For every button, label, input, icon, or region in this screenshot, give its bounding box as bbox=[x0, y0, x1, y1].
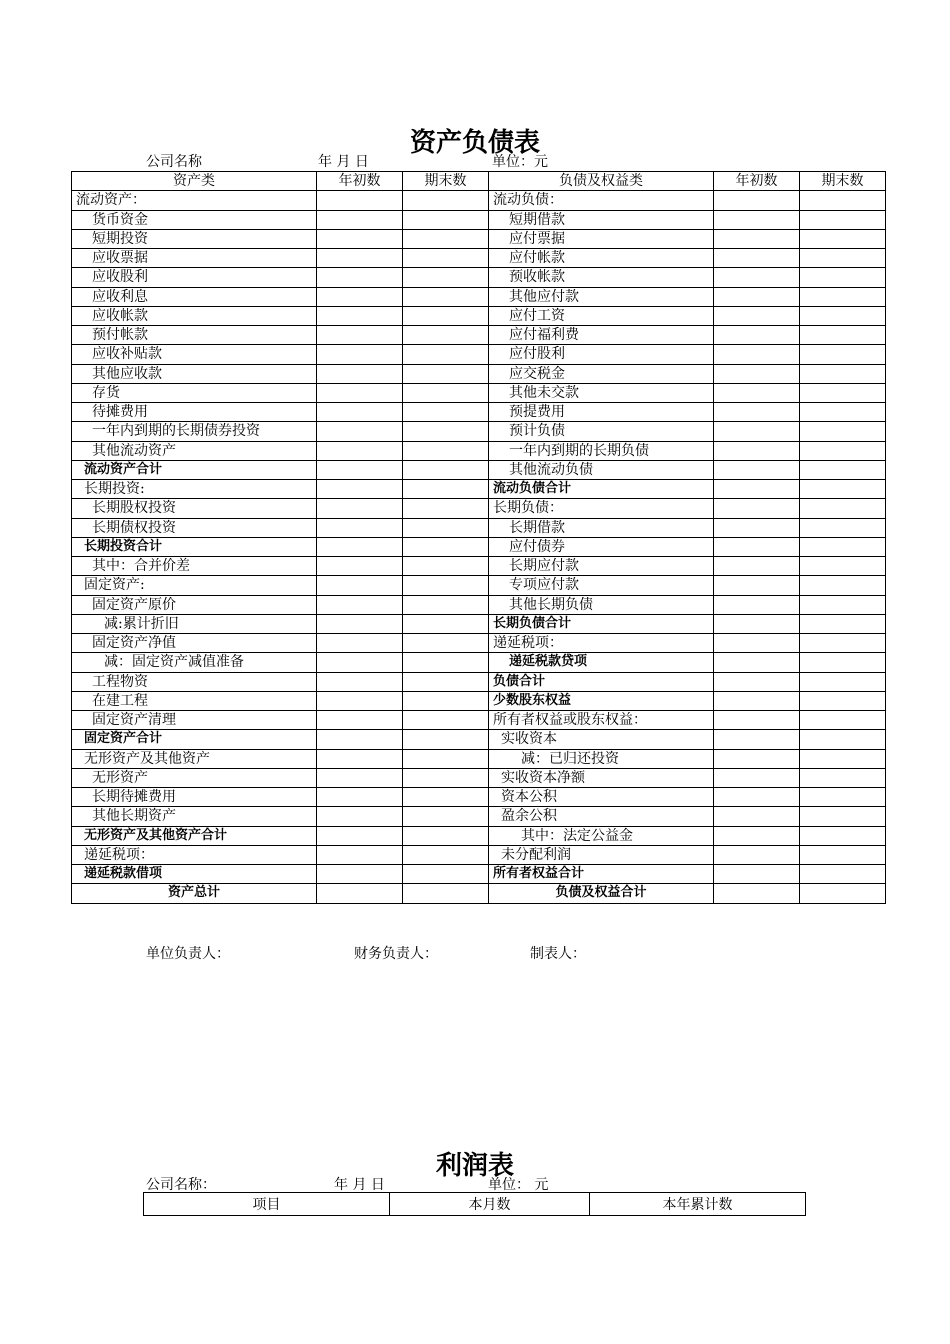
asset-end-cell[interactable] bbox=[403, 653, 489, 672]
liability-begin-cell[interactable] bbox=[714, 326, 800, 345]
asset-item-label: 其他流动资产 bbox=[72, 441, 317, 460]
asset-begin-cell[interactable] bbox=[317, 672, 403, 691]
asset-begin-cell[interactable] bbox=[317, 210, 403, 229]
income-statement-table bbox=[143, 1192, 806, 1216]
asset-item-label: 递延税款借项 bbox=[72, 865, 317, 884]
liability-item-label: 应付福利费 bbox=[489, 326, 714, 345]
asset-item-label: 工程物资 bbox=[72, 672, 317, 691]
liability-begin-cell[interactable] bbox=[714, 576, 800, 595]
asset-end-cell[interactable] bbox=[403, 403, 489, 422]
liability-begin-cell[interactable] bbox=[714, 826, 800, 845]
liability-end-cell[interactable] bbox=[800, 480, 886, 499]
liability-begin-cell[interactable] bbox=[714, 634, 800, 653]
table-row bbox=[72, 345, 886, 364]
liability-item-label: 其他长期负债 bbox=[489, 595, 714, 614]
liability-begin-cell[interactable] bbox=[714, 268, 800, 287]
liability-end-cell[interactable] bbox=[800, 364, 886, 383]
asset-end-cell[interactable] bbox=[403, 229, 489, 248]
liability-begin-cell[interactable] bbox=[714, 711, 800, 730]
liability-end-cell[interactable] bbox=[800, 287, 886, 306]
liability-item-label: 实收资本 bbox=[489, 730, 714, 749]
asset-item-label: 应收股利 bbox=[72, 268, 317, 287]
liability-begin-cell[interactable] bbox=[714, 422, 800, 441]
asset-end-cell[interactable] bbox=[403, 460, 489, 479]
liability-end-cell[interactable] bbox=[800, 691, 886, 710]
liability-item-label: 减：已归还投资 bbox=[489, 749, 714, 768]
header-begin-2: 年初数 bbox=[714, 172, 800, 191]
asset-end-cell[interactable] bbox=[403, 480, 489, 499]
asset-end-cell[interactable] bbox=[403, 576, 489, 595]
asset-end-cell[interactable] bbox=[403, 730, 489, 749]
liability-end-cell[interactable] bbox=[800, 306, 886, 325]
liability-begin-cell[interactable] bbox=[714, 768, 800, 787]
asset-begin-cell[interactable] bbox=[317, 845, 403, 864]
asset-item-label: 应收帐款 bbox=[72, 306, 317, 325]
liability-end-cell[interactable] bbox=[800, 595, 886, 614]
asset-item-label: 货币资金 bbox=[72, 210, 317, 229]
liability-begin-cell[interactable] bbox=[714, 537, 800, 556]
table-row bbox=[72, 422, 886, 441]
asset-end-cell[interactable] bbox=[403, 210, 489, 229]
table-row bbox=[72, 884, 886, 903]
asset-begin-cell[interactable] bbox=[317, 460, 403, 479]
asset-item-label: 长期待摊费用 bbox=[72, 788, 317, 807]
liability-begin-cell[interactable] bbox=[714, 364, 800, 383]
liability-begin-cell[interactable] bbox=[714, 672, 800, 691]
header-item: 项目 bbox=[144, 1193, 390, 1216]
liability-begin-cell[interactable] bbox=[714, 191, 800, 210]
asset-item-label: 固定资产净值 bbox=[72, 634, 317, 653]
liability-end-cell[interactable] bbox=[800, 383, 886, 402]
asset-begin-cell[interactable] bbox=[317, 403, 403, 422]
table-row bbox=[72, 499, 886, 518]
liability-begin-cell[interactable] bbox=[714, 557, 800, 576]
income-company-label: 公司名称： bbox=[146, 1177, 216, 1193]
asset-begin-cell[interactable] bbox=[317, 884, 403, 903]
liability-end-cell[interactable] bbox=[800, 210, 886, 229]
header-begin: 年初数 bbox=[317, 172, 403, 191]
liability-begin-cell[interactable] bbox=[714, 345, 800, 364]
liability-item-label: 应交税金 bbox=[489, 364, 714, 383]
asset-end-cell[interactable] bbox=[403, 191, 489, 210]
asset-begin-cell[interactable] bbox=[317, 306, 403, 325]
asset-end-cell[interactable] bbox=[403, 807, 489, 826]
balance-sheet-title: 资产负债表 bbox=[409, 128, 540, 158]
liability-begin-cell[interactable] bbox=[714, 653, 800, 672]
asset-item-label: 应收票据 bbox=[72, 249, 317, 268]
asset-begin-cell[interactable] bbox=[317, 518, 403, 537]
finance-head-label: 财务负责人： bbox=[354, 946, 438, 962]
asset-begin-cell[interactable] bbox=[317, 364, 403, 383]
liability-begin-cell[interactable] bbox=[714, 730, 800, 749]
liability-item-label: 递延税项： bbox=[489, 634, 714, 653]
asset-end-cell[interactable] bbox=[403, 518, 489, 537]
asset-end-cell[interactable] bbox=[403, 499, 489, 518]
liability-item-label: 少数股东权益 bbox=[489, 691, 714, 710]
asset-item-label: 无形资产 bbox=[72, 768, 317, 787]
asset-item-label: 长期投资合计 bbox=[72, 537, 317, 556]
liability-begin-cell[interactable] bbox=[714, 807, 800, 826]
asset-end-cell[interactable] bbox=[403, 383, 489, 402]
liability-item-label: 专项应付款 bbox=[489, 576, 714, 595]
liability-end-cell[interactable] bbox=[800, 441, 886, 460]
liability-end-cell[interactable] bbox=[800, 229, 886, 248]
table-row bbox=[72, 845, 886, 864]
liability-end-cell[interactable] bbox=[800, 557, 886, 576]
asset-item-label: 资产总计 bbox=[72, 884, 317, 903]
liability-begin-cell[interactable] bbox=[714, 691, 800, 710]
table-row bbox=[72, 634, 886, 653]
header-end: 期末数 bbox=[403, 172, 489, 191]
liability-end-cell[interactable] bbox=[800, 865, 886, 884]
table-row bbox=[72, 865, 886, 884]
table-row bbox=[72, 383, 886, 402]
liability-item-label: 所有者权益或股东权益： bbox=[489, 711, 714, 730]
asset-begin-cell[interactable] bbox=[317, 768, 403, 787]
liability-end-cell[interactable] bbox=[800, 884, 886, 903]
asset-item-label: 其中：合并价差 bbox=[72, 557, 317, 576]
asset-begin-cell[interactable] bbox=[317, 287, 403, 306]
asset-end-cell[interactable] bbox=[403, 268, 489, 287]
asset-end-cell[interactable] bbox=[403, 441, 489, 460]
table-row bbox=[72, 306, 886, 325]
asset-item-label: 短期投资 bbox=[72, 229, 317, 248]
liability-end-cell[interactable] bbox=[800, 345, 886, 364]
liability-end-cell[interactable] bbox=[800, 460, 886, 479]
liability-begin-cell[interactable] bbox=[714, 499, 800, 518]
liability-begin-cell[interactable] bbox=[714, 287, 800, 306]
liability-begin-cell[interactable] bbox=[714, 595, 800, 614]
table-row bbox=[72, 460, 886, 479]
unit-label: 单位：元 bbox=[492, 154, 548, 170]
liability-item-label: 应付帐款 bbox=[489, 249, 714, 268]
asset-end-cell[interactable] bbox=[403, 287, 489, 306]
asset-end-cell[interactable] bbox=[403, 884, 489, 903]
liability-end-cell[interactable] bbox=[800, 576, 886, 595]
liability-item-label: 应付工资 bbox=[489, 306, 714, 325]
asset-begin-cell[interactable] bbox=[317, 595, 403, 614]
liability-end-cell[interactable] bbox=[800, 499, 886, 518]
asset-end-cell[interactable] bbox=[403, 326, 489, 345]
liability-item-label: 其他未交款 bbox=[489, 383, 714, 402]
asset-end-cell[interactable] bbox=[403, 557, 489, 576]
liability-item-label: 实收资本净额 bbox=[489, 768, 714, 787]
asset-item-label: 减:累计折旧 bbox=[72, 614, 317, 633]
liability-end-cell[interactable] bbox=[800, 268, 886, 287]
table-row bbox=[72, 249, 886, 268]
asset-end-cell[interactable] bbox=[403, 691, 489, 710]
asset-begin-cell[interactable] bbox=[317, 249, 403, 268]
asset-begin-cell[interactable] bbox=[317, 345, 403, 364]
liability-item-label: 长期负债： bbox=[489, 499, 714, 518]
asset-end-cell[interactable] bbox=[403, 865, 489, 884]
liability-item-label: 所有者权益合计 bbox=[489, 865, 714, 884]
liability-item-label: 应付票据 bbox=[489, 229, 714, 248]
liability-begin-cell[interactable] bbox=[714, 306, 800, 325]
income-statement-title: 利润表 bbox=[435, 1151, 514, 1181]
liability-item-label: 盈余公积 bbox=[489, 807, 714, 826]
asset-begin-cell[interactable] bbox=[317, 268, 403, 287]
asset-item-label: 一年内到期的长期债券投资 bbox=[72, 422, 317, 441]
liability-begin-cell[interactable] bbox=[714, 865, 800, 884]
liability-end-cell[interactable] bbox=[800, 672, 886, 691]
asset-item-label: 长期股权投资 bbox=[72, 499, 317, 518]
income-header-row bbox=[144, 1193, 806, 1216]
table-header-row bbox=[72, 172, 886, 191]
asset-begin-cell[interactable] bbox=[317, 788, 403, 807]
date-label: 年 月 日 bbox=[318, 154, 369, 170]
liability-end-cell[interactable] bbox=[800, 326, 886, 345]
liability-end-cell[interactable] bbox=[800, 711, 886, 730]
table-row bbox=[72, 807, 886, 826]
asset-item-label: 流动资产合计 bbox=[72, 460, 317, 479]
liability-item-label: 应付债券 bbox=[489, 537, 714, 556]
asset-end-cell[interactable] bbox=[403, 749, 489, 768]
liability-item-label: 应付股利 bbox=[489, 345, 714, 364]
asset-end-cell[interactable] bbox=[403, 826, 489, 845]
table-row bbox=[72, 711, 886, 730]
liability-end-cell[interactable] bbox=[800, 788, 886, 807]
asset-item-label: 无形资产及其他资产 bbox=[72, 749, 317, 768]
liability-begin-cell[interactable] bbox=[714, 229, 800, 248]
table-row bbox=[72, 518, 886, 537]
asset-item-label: 待摊费用 bbox=[72, 403, 317, 422]
asset-item-label: 长期投资: bbox=[72, 480, 317, 499]
liability-item-label: 递延税款贷项 bbox=[489, 653, 714, 672]
liability-begin-cell[interactable] bbox=[714, 441, 800, 460]
asset-begin-cell[interactable] bbox=[317, 730, 403, 749]
asset-item-label: 无形资产及其他资产合计 bbox=[72, 826, 317, 845]
table-row bbox=[72, 749, 886, 768]
liability-end-cell[interactable] bbox=[800, 653, 886, 672]
liability-begin-cell[interactable] bbox=[714, 614, 800, 633]
liability-item-label: 流动负债： bbox=[489, 191, 714, 210]
asset-begin-cell[interactable] bbox=[317, 441, 403, 460]
asset-end-cell[interactable] bbox=[403, 672, 489, 691]
liability-end-cell[interactable] bbox=[800, 249, 886, 268]
liability-begin-cell[interactable] bbox=[714, 518, 800, 537]
liability-begin-cell[interactable] bbox=[714, 845, 800, 864]
table-row bbox=[72, 480, 886, 499]
table-row bbox=[72, 191, 886, 210]
asset-item-label: 应收利息 bbox=[72, 287, 317, 306]
liability-begin-cell[interactable] bbox=[714, 403, 800, 422]
table-row bbox=[72, 672, 886, 691]
table-row bbox=[72, 268, 886, 287]
asset-end-cell[interactable] bbox=[403, 845, 489, 864]
table-row bbox=[72, 653, 886, 672]
liability-item-label: 一年内到期的长期负债 bbox=[489, 441, 714, 460]
asset-end-cell[interactable] bbox=[403, 364, 489, 383]
asset-end-cell[interactable] bbox=[403, 768, 489, 787]
liability-item-label: 其他流动负债 bbox=[489, 460, 714, 479]
asset-begin-cell[interactable] bbox=[317, 557, 403, 576]
liability-item-label: 负债及权益合计 bbox=[489, 884, 714, 903]
table-row bbox=[72, 403, 886, 422]
table-row bbox=[72, 788, 886, 807]
asset-end-cell[interactable] bbox=[403, 595, 489, 614]
liability-begin-cell[interactable] bbox=[714, 210, 800, 229]
income-date-label: 年 月 日 bbox=[334, 1177, 385, 1193]
liability-begin-cell[interactable] bbox=[714, 788, 800, 807]
liability-item-label: 预收帐款 bbox=[489, 268, 714, 287]
asset-begin-cell[interactable] bbox=[317, 499, 403, 518]
liability-begin-cell[interactable] bbox=[714, 383, 800, 402]
asset-begin-cell[interactable] bbox=[317, 711, 403, 730]
header-ytd: 本年累计数 bbox=[590, 1193, 806, 1216]
asset-item-label: 应收补贴款 bbox=[72, 345, 317, 364]
asset-begin-cell[interactable] bbox=[317, 691, 403, 710]
liability-item-label: 短期借款 bbox=[489, 210, 714, 229]
preparer-label: 制表人： bbox=[530, 946, 586, 962]
asset-item-label: 递延税项： bbox=[72, 845, 317, 864]
asset-item-label: 减：固定资产减值准备 bbox=[72, 653, 317, 672]
asset-item-label: 长期债权投资 bbox=[72, 518, 317, 537]
asset-end-cell[interactable] bbox=[403, 614, 489, 633]
asset-begin-cell[interactable] bbox=[317, 749, 403, 768]
asset-begin-cell[interactable] bbox=[317, 826, 403, 845]
liability-begin-cell[interactable] bbox=[714, 249, 800, 268]
liability-item-label: 其中：法定公益金 bbox=[489, 826, 714, 845]
asset-end-cell[interactable] bbox=[403, 711, 489, 730]
liability-item-label: 负债合计 bbox=[489, 672, 714, 691]
asset-end-cell[interactable] bbox=[403, 249, 489, 268]
table-row bbox=[72, 537, 886, 556]
table-row bbox=[72, 691, 886, 710]
liability-end-cell[interactable] bbox=[800, 845, 886, 864]
company-name-label: 公司名称 bbox=[146, 154, 202, 170]
asset-begin-cell[interactable] bbox=[317, 326, 403, 345]
balance-sheet-table bbox=[71, 171, 886, 904]
asset-begin-cell[interactable] bbox=[317, 537, 403, 556]
asset-item-label: 在建工程 bbox=[72, 691, 317, 710]
asset-begin-cell[interactable] bbox=[317, 191, 403, 210]
table-row bbox=[72, 287, 886, 306]
liability-end-cell[interactable] bbox=[800, 518, 886, 537]
asset-begin-cell[interactable] bbox=[317, 653, 403, 672]
unit-head-label: 单位负责人： bbox=[146, 946, 230, 962]
liability-begin-cell[interactable] bbox=[714, 460, 800, 479]
table-row bbox=[72, 730, 886, 749]
asset-begin-cell[interactable] bbox=[317, 383, 403, 402]
asset-end-cell[interactable] bbox=[403, 537, 489, 556]
liability-item-label: 流动负债合计 bbox=[489, 480, 714, 499]
asset-item-label: 其他长期资产 bbox=[72, 807, 317, 826]
asset-begin-cell[interactable] bbox=[317, 865, 403, 884]
liability-end-cell[interactable] bbox=[800, 403, 886, 422]
asset-item-label: 固定资产清理 bbox=[72, 711, 317, 730]
liability-item-label: 预计负债 bbox=[489, 422, 714, 441]
liability-item-label: 资本公积 bbox=[489, 788, 714, 807]
liability-begin-cell[interactable] bbox=[714, 884, 800, 903]
asset-item-label: 固定资产: bbox=[72, 576, 317, 595]
asset-begin-cell[interactable] bbox=[317, 807, 403, 826]
asset-begin-cell[interactable] bbox=[317, 480, 403, 499]
header-liability-category: 负债及权益类 bbox=[489, 172, 714, 191]
liability-end-cell[interactable] bbox=[800, 749, 886, 768]
table-row bbox=[72, 364, 886, 383]
liability-item-label: 其他应付款 bbox=[489, 287, 714, 306]
asset-item-label: 存货 bbox=[72, 383, 317, 402]
table-row bbox=[72, 614, 886, 633]
liability-begin-cell[interactable] bbox=[714, 749, 800, 768]
liability-end-cell[interactable] bbox=[800, 826, 886, 845]
asset-item-label: 固定资产原价 bbox=[72, 595, 317, 614]
asset-end-cell[interactable] bbox=[403, 634, 489, 653]
table-row bbox=[72, 576, 886, 595]
liability-item-label: 长期应付款 bbox=[489, 557, 714, 576]
asset-item-label: 流动资产： bbox=[72, 191, 317, 210]
header-asset-category: 资产类 bbox=[72, 172, 317, 191]
asset-end-cell[interactable] bbox=[403, 345, 489, 364]
asset-begin-cell[interactable] bbox=[317, 229, 403, 248]
liability-item-label: 长期借款 bbox=[489, 518, 714, 537]
table-row bbox=[72, 441, 886, 460]
table-row bbox=[72, 595, 886, 614]
liability-item-label: 预提费用 bbox=[489, 403, 714, 422]
liability-end-cell[interactable] bbox=[800, 768, 886, 787]
liability-end-cell[interactable] bbox=[800, 422, 886, 441]
liability-item-label: 长期负债合计 bbox=[489, 614, 714, 633]
table-row bbox=[72, 826, 886, 845]
table-row bbox=[72, 768, 886, 787]
liability-end-cell[interactable] bbox=[800, 807, 886, 826]
liability-end-cell[interactable] bbox=[800, 614, 886, 633]
asset-end-cell[interactable] bbox=[403, 306, 489, 325]
asset-end-cell[interactable] bbox=[403, 788, 489, 807]
asset-begin-cell[interactable] bbox=[317, 576, 403, 595]
liability-begin-cell[interactable] bbox=[714, 480, 800, 499]
liability-item-label: 未分配利润 bbox=[489, 845, 714, 864]
header-this-month: 本月数 bbox=[390, 1193, 590, 1216]
liability-end-cell[interactable] bbox=[800, 730, 886, 749]
table-row bbox=[72, 210, 886, 229]
asset-item-label: 其他应收款 bbox=[72, 364, 317, 383]
table-row bbox=[72, 557, 886, 576]
asset-begin-cell[interactable] bbox=[317, 614, 403, 633]
liability-end-cell[interactable] bbox=[800, 537, 886, 556]
asset-end-cell[interactable] bbox=[403, 422, 489, 441]
liability-end-cell[interactable] bbox=[800, 191, 886, 210]
asset-item-label: 预付帐款 bbox=[72, 326, 317, 345]
asset-begin-cell[interactable] bbox=[317, 634, 403, 653]
income-unit-label: 单位： 元 bbox=[488, 1177, 549, 1193]
asset-begin-cell[interactable] bbox=[317, 422, 403, 441]
table-row bbox=[72, 326, 886, 345]
asset-item-label: 固定资产合计 bbox=[72, 730, 317, 749]
header-end-2: 期末数 bbox=[800, 172, 886, 191]
table-row bbox=[72, 229, 886, 248]
liability-end-cell[interactable] bbox=[800, 634, 886, 653]
